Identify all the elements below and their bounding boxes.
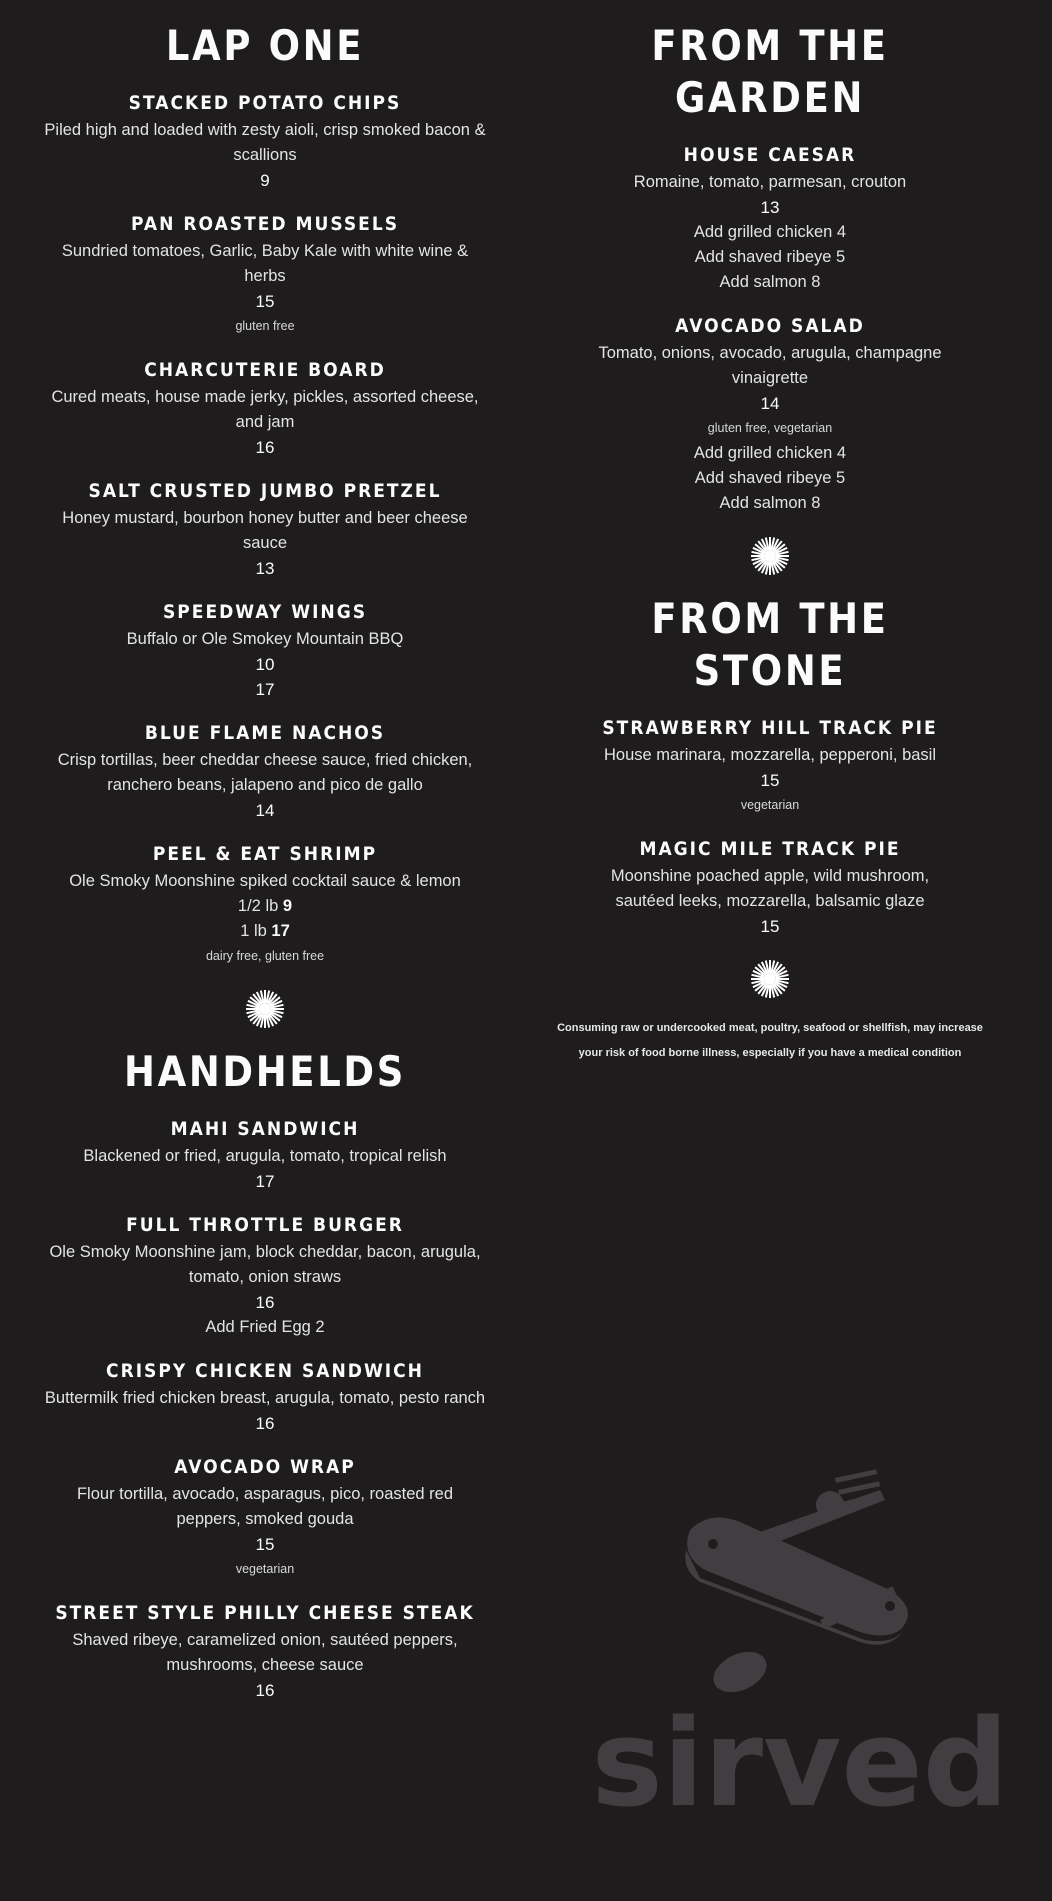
item-name: BLUE FLAME NACHOS [144,722,386,744]
item-price: 14 [255,801,275,820]
item-price: 15 [255,1535,275,1554]
section-divider [540,959,1000,1004]
item-description: Honey mustard, bourbon honey butter and beer cheese sauce [62,509,468,552]
add-on-option: Add salmon 8 [719,273,821,291]
item-description: Buffalo or Ole Smokey Mountain BBQ [126,630,404,648]
menu-item [0,1114,530,1194]
food-safety-disclaimer: Consuming raw or undercooked meat, poultry, seafood or shellfish, may increase your risk of food borne illness, especially if you have a medical condition [557,1022,983,1059]
item-name: PEEL & EAT SHRIMP [152,843,378,865]
add-on-option: Add shaved ribeye 5 [694,248,846,266]
add-on-option: Add Fried Egg 2 [205,1318,325,1336]
item-description: Tomato, onions, avocado, arugula, champagne vinaigrette [598,344,942,387]
item-name: HOUSE CAESAR [683,144,857,166]
item-price: 15 [760,917,780,936]
add-on-option: Add salmon 8 [719,494,821,512]
item-name: STACKED POTATO CHIPS [128,92,402,114]
item-name: MAHI SANDWICH [170,1118,360,1140]
item-description: Sundried tomatoes, Garlic, Baby Kale with white wine & herbs [61,242,469,285]
menu-item [0,1598,530,1703]
item-price: 16 [255,1681,275,1700]
item-price: 15 [760,771,780,790]
section-from-the-stone [540,713,1000,939]
menu-item [0,88,530,193]
item-price: 17 [255,680,275,699]
menu-item [0,355,530,460]
item-price: 10 [255,655,275,674]
item-description: Buttermilk fried chicken breast, arugula, tomato, pesto ranch [44,1389,486,1407]
section-title-from-the-stone: FROM THE STONE [651,594,889,695]
section-lap-one [0,88,530,969]
item-description: Moonshine poached apple, wild mushroom, sautéed leeks, mozzarella, balsamic glaze [610,867,930,910]
item-price: 16 [255,1293,275,1312]
menu-item [0,839,530,969]
menu-item [0,1210,530,1340]
price-value: 9 [282,897,293,915]
item-price: 15 [255,292,275,311]
starburst-icon [750,536,790,581]
section-title-lap-one: LAP ONE [165,21,365,70]
dietary-tags: vegetarian [740,798,800,812]
item-price: 9 [260,171,270,190]
dietary-tags: gluten free, vegetarian [707,421,833,435]
starburst-icon [245,989,285,1034]
item-name: MAGIC MILE TRACK PIE [639,838,901,860]
item-description: Flour tortilla, avocado, asparagus, pico, roasted red peppers, smoked gouda [76,1485,454,1528]
item-description: Piled high and loaded with zesty aioli, crisp smoked bacon & scallions [44,121,486,164]
right-column [540,0,1000,1066]
menu-item [0,597,530,702]
menu-item [0,1356,530,1436]
section-from-the-garden [540,140,1000,516]
left-column [0,0,530,1703]
section-title-handhelds: HANDHELDS [124,1047,406,1096]
dietary-tags: dairy free, gluten free [205,949,325,963]
menu-item [540,834,1000,939]
section-divider [0,989,530,1034]
item-price: 17 [255,1172,275,1191]
dietary-tags: vegetarian [235,1562,295,1576]
item-name: PAN ROASTED MUSSELS [130,213,400,235]
item-name: SALT CRUSTED JUMBO PRETZEL [88,480,442,502]
item-price: 14 [760,394,780,413]
section-divider [540,536,1000,581]
item-name: CRISPY CHICKEN SANDWICH [106,1360,424,1382]
item-price: 13 [760,198,780,217]
svg-text:sirved: sirved [591,1695,1009,1820]
section-title-from-the-garden: FROM THE GARDEN [651,21,889,122]
section-handhelds [0,1114,530,1703]
starburst-icon [750,959,790,1004]
item-price: 16 [255,1414,275,1433]
item-name: AVOCADO SALAD [675,315,865,337]
menu-item [540,311,1000,516]
item-name: CHARCUTERIE BOARD [144,359,386,381]
item-name: SPEEDWAY WINGS [162,601,368,623]
item-name: STREET STYLE PHILLY CHEESE STEAK [55,1602,475,1624]
size-label: 1 lb [240,922,267,940]
item-description: Blackened or fried, arugula, tomato, tropical relish [83,1147,447,1165]
add-on-option: Add shaved ribeye 5 [694,469,846,487]
item-price: 16 [255,438,275,457]
item-description: House marinara, mozzarella, pepperoni, basil [604,746,936,764]
sirved-watermark-logo [580,1460,1020,1820]
item-sized-price [0,894,530,919]
menu-item [540,713,1000,818]
item-name: FULL THROTTLE BURGER [126,1214,404,1236]
menu-item [0,209,530,339]
size-label: 1/2 lb [237,897,279,915]
item-name: STRAWBERRY HILL TRACK PIE [602,717,938,739]
item-description: Ole Smoky Moonshine jam, block cheddar, bacon, arugula, tomato, onion straws [49,1243,481,1286]
pocketknife-cutlery-icon [580,1460,1020,1820]
item-description: Shaved ribeye, caramelized onion, sautéed peppers, mushrooms, cheese sauce [72,1631,458,1674]
price-value: 17 [271,922,290,940]
add-on-option: Add grilled chicken 4 [693,444,847,462]
item-price: 13 [255,559,275,578]
menu-item [0,718,530,823]
item-sized-price [0,919,530,944]
item-description: Cured meats, house made jerky, pickles, assorted cheese, and jam [51,388,479,431]
item-name: AVOCADO WRAP [174,1456,356,1478]
item-description: Romaine, tomato, parmesan, crouton [633,173,907,191]
menu-item [0,476,530,581]
item-description: Crisp tortillas, beer cheddar cheese sauce, fried chicken, ranchero beans, jalapeno and pico de gallo [57,751,473,794]
add-on-option: Add grilled chicken 4 [693,223,847,241]
item-description: Ole Smoky Moonshine spiked cocktail sauce & lemon [69,872,461,890]
menu-item [0,1452,530,1582]
menu-item [540,140,1000,295]
dietary-tags: gluten free [235,319,295,333]
